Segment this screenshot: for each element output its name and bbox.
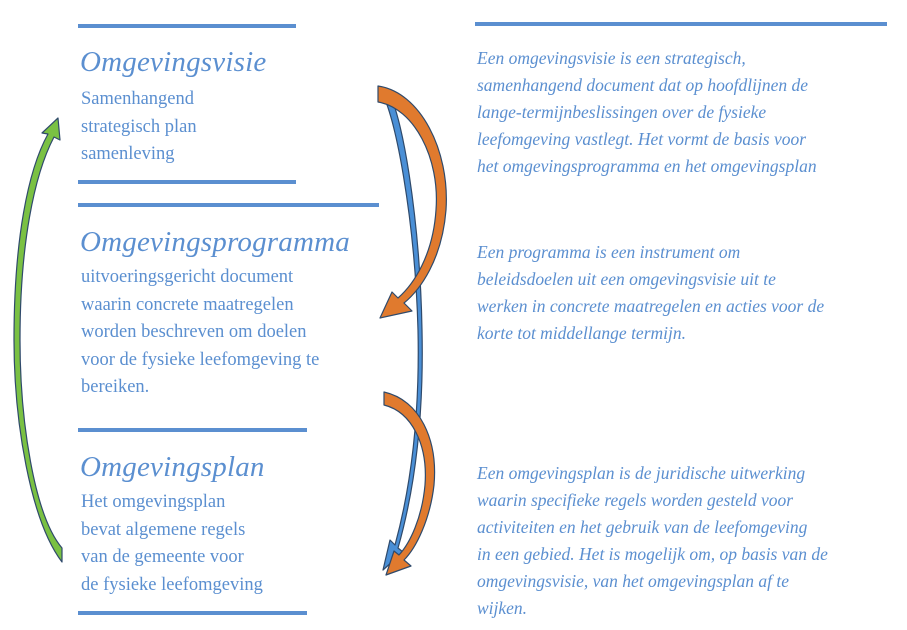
rule-visie-top [78,24,296,28]
green-curved-arrow-icon [14,118,62,562]
body-line: waarin concrete maatregelen [81,294,294,315]
description-line: samenhangend document dat op hoofdlijnen de [477,75,808,95]
description-omgevingsprogramma [477,239,824,347]
description-line: Een programma is een instrument om [477,242,741,262]
description-line: activiteiten en het gebruik van de leefomgeving [477,517,808,537]
description-line: omgevingsvisie, van het omgevingsplan af te [477,571,790,591]
body-line: Samenhangend [81,89,195,109]
body-line: bevat algemene regels [81,519,246,540]
description-line: waarin specifieke regels worden gesteld voor [477,490,794,510]
body-line: samenleving [81,144,175,164]
description-line: wijken. [477,598,528,618]
body-line: strategisch plan [81,116,197,137]
description-line: beleidsdoelen uit een omgevingsvisie uit te [477,269,776,289]
description-line: lange-termijnbeslissingen over de fysieke [477,102,767,122]
section-body-omgevingsprogramma [81,264,319,402]
section-title-omgevingsprogramma: Omgevingsprogramma [80,226,350,258]
description-omgevingsvisie [477,45,817,180]
section-title-omgevingsvisie: Omgevingsvisie [80,46,267,78]
section-body-omgevingsplan [81,489,263,599]
description-line: korte tot middellange termijn. [477,323,686,343]
description-line: werken in concrete maatregelen en acties voor de [477,296,825,316]
body-line: voor de fysieke leefomgeving te [81,349,320,370]
section-title-omgevingsplan: Omgevingsplan [80,451,265,483]
orange-curved-arrow-icon [378,86,446,318]
rule-description-top [475,22,887,26]
body-line: de fysieke leefomgeving [81,574,263,595]
description-line: Een omgevingsvisie is een strategisch, [477,48,746,68]
body-line: uitvoeringsgericht document [81,267,294,287]
blue-curved-arrow-icon [380,88,422,570]
body-line: worden beschreven om doelen [81,322,307,342]
body-line: van de gemeente voor [81,547,244,567]
description-line: leefomgeving vastlegt. Het vormt de basis voor [477,129,807,149]
rule-plan-bottom [78,611,307,615]
description-line: het omgevingsprogramma en het omgevingsplan [477,156,817,176]
description-line: Een omgevingsplan is de juridische uitwerking [477,463,806,483]
orange-curved-arrow-icon [384,392,435,575]
description-omgevingsplan [477,460,828,622]
section-body-omgevingsvisie [81,86,197,169]
body-line: Het omgevingsplan [81,492,226,512]
rule-visie-bottom [78,180,296,184]
rule-plan-top [78,428,307,432]
body-line: bereiken. [81,377,150,397]
rule-programma-top [78,203,379,207]
description-line: in een gebied. Het is mogelijk om, op basis van de [477,544,828,564]
